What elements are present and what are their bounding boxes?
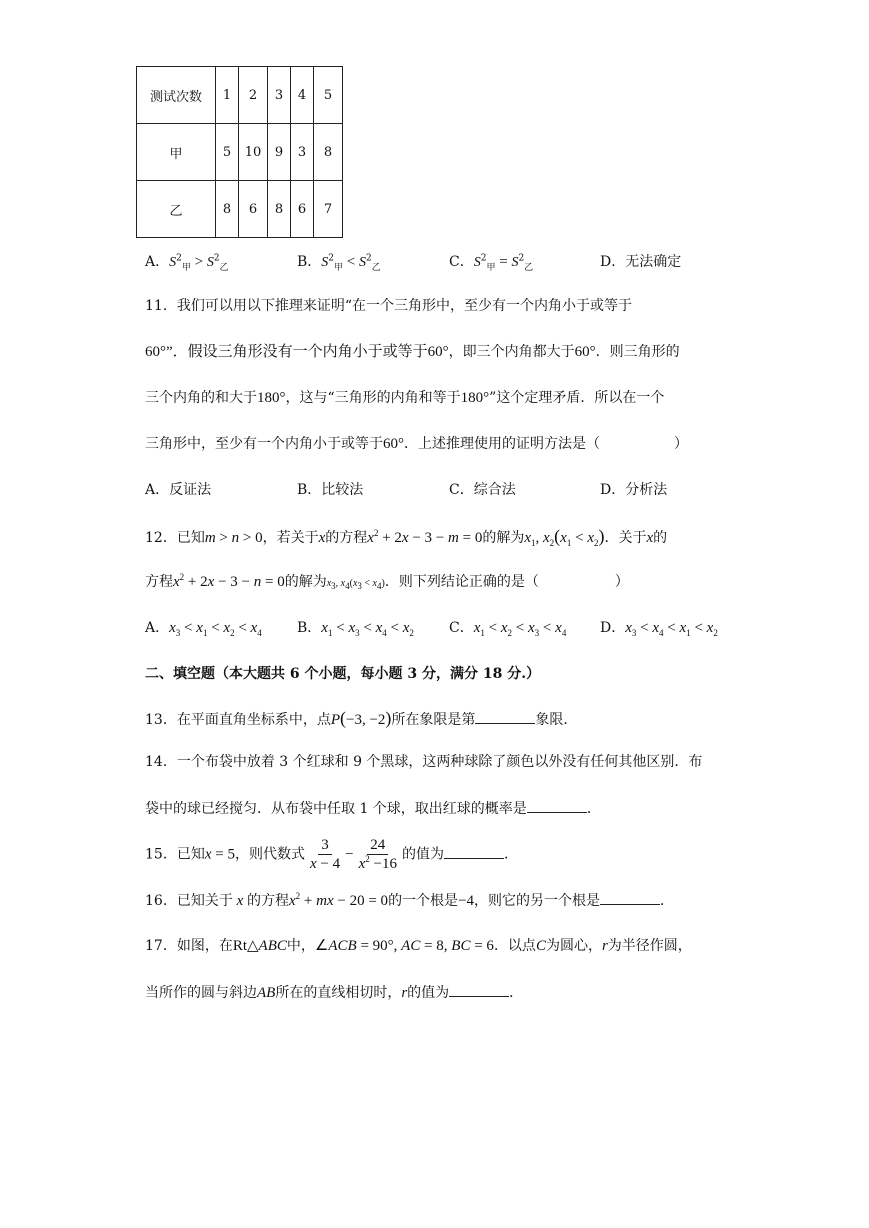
table-cell: 9 <box>268 124 291 181</box>
q14-line2 <box>145 798 601 819</box>
q11-text: ”这个定理矛盾．所以在一个 <box>489 390 665 406</box>
q10-option-a[interactable]: A．$S^2_甲 > S^2_乙$ <box>145 253 229 273</box>
option-label: C． <box>449 620 474 636</box>
table-cell: 8 <box>268 181 291 238</box>
q12-line2: 方程$x^2 + 2x - 3 - n = 0$的解为$x_3$, $x_4(x_3 < x_4)$．则下列结论正确的是（ ） <box>145 572 629 591</box>
q12-option-c[interactable]: C．$x_1 < x_2 < x_3 < x_4$ <box>449 620 567 638</box>
q15-text: ． <box>503 846 518 863</box>
option-label: D． <box>600 620 626 636</box>
q17-text: 所在的直线相切时， <box>275 985 402 1001</box>
q12-line1: 12．已知m > n > 0，若关于x的方程$x^2 + 2x - 3 - m = 0$的解为$x_1$, $x_2(x_1 < x_2)$．关于x的 <box>145 526 668 548</box>
table-cell: 甲 <box>137 124 216 181</box>
fraction: $\frac{24}{x^2 -16}$ <box>358 837 397 872</box>
option-label: A． <box>145 254 170 270</box>
q12-text: ．关于 <box>604 530 647 546</box>
q14-text: ． <box>586 801 601 817</box>
option-label: B． <box>297 620 322 636</box>
q16-text: ，则它的另一个根是 <box>474 893 601 909</box>
q17-line1: 17．如图，在Rt△ABC中，∠ACB = 90°, AC = 8, BC = 6．以点C为圆心，r为半径作圆， <box>145 938 692 954</box>
table-header-row <box>137 67 343 124</box>
answer-blank[interactable] <box>475 709 535 724</box>
q17-text: ． <box>509 985 524 1001</box>
q17-text: 的值为 <box>407 985 450 1001</box>
q11-line2 <box>145 342 680 362</box>
score-table <box>136 66 343 238</box>
q11-option-b[interactable]: B．比较法 <box>297 482 364 498</box>
q12-text: 的方程 <box>325 530 368 546</box>
q11-option-c[interactable]: C．综合法 <box>449 482 516 498</box>
q11-text: ．上述推理使用的证明方法是（ <box>404 436 600 452</box>
q15-text: 15．已知 <box>145 846 205 863</box>
q15-text: 的值为 <box>401 846 444 863</box>
q11-text: ） <box>674 436 688 452</box>
q12-option-d[interactable]: D．$x_3 < x_4 < x_1 < x_2$ <box>600 620 718 638</box>
q11-option-d[interactable]: D．分析法 <box>600 482 668 498</box>
q12-option-a[interactable]: A．$x_3 < x_1 < x_2 < x_4$ <box>145 620 262 638</box>
table-cell: 5 <box>216 124 239 181</box>
q12-text: 的解为 <box>482 530 525 546</box>
option-label: B． <box>297 254 322 270</box>
q12-text: 的解为 <box>284 574 327 590</box>
q16-text: ． <box>660 893 675 909</box>
q12-text: ，若关于 <box>262 530 319 546</box>
q16-text: 的方程 <box>247 893 289 909</box>
q12-text: ） <box>614 574 629 590</box>
q10-option-b[interactable]: B．$S^2_甲 < S^2_乙$ <box>297 253 381 273</box>
angle-value: 180° <box>257 390 286 406</box>
q11-text: ．则三角形的 <box>595 344 680 360</box>
table-row <box>137 124 343 181</box>
table-cell: 4 <box>291 67 314 124</box>
q15-text: ，则代数式 <box>234 846 305 863</box>
angle-value: 60° <box>427 344 449 360</box>
q14-line1: 14．一个布袋中放着 3 个红球和 9 个黑球，这两种球除了颜色以外没有任何其他区别．布 <box>145 754 703 770</box>
q11-line4 <box>145 434 688 454</box>
table-cell: 1 <box>216 67 239 124</box>
q17-text: 当所作的圆与斜边 <box>145 985 257 1001</box>
table-cell: 6 <box>291 181 314 238</box>
table-cell: 测试次数 <box>137 67 216 124</box>
q11-line3 <box>145 388 664 408</box>
q13-text: 所在象限是第 <box>391 712 476 728</box>
q17-text: ．以点 <box>493 938 536 954</box>
q17-text: 中， <box>286 938 315 954</box>
table-cell: 10 <box>239 124 268 181</box>
q17-text: 为半径作圆， <box>607 938 692 954</box>
q10-option-d[interactable]: D．无法确定 <box>600 254 682 270</box>
q12-text: 12．已知 <box>145 530 205 546</box>
q17-text: 17．如图，在 <box>145 938 233 954</box>
q11-text: 60°”．假设三角形没有一个内角小于或等于 <box>145 344 428 360</box>
option-label: C． <box>449 254 474 270</box>
q13-text: 13．在平面直角坐标系中，点 <box>145 712 331 728</box>
q15-line: 15．已知x = 5，则代数式 $\frac{3}{x - 4}$ − $\frac{24}{x^2 -16}$ 的值为 ． <box>145 837 518 872</box>
table-cell: 3 <box>291 124 314 181</box>
q12-text: 的 <box>653 530 668 546</box>
q11-text: ，即三个内角都大于 <box>448 344 575 360</box>
table-cell: 乙 <box>137 181 216 238</box>
q11-text: ，这与“三角形的内角和等于 <box>285 390 461 406</box>
q11-text: 三个内角的和大于 <box>145 390 257 406</box>
fraction: $\frac{3}{x - 4}$ <box>309 837 341 872</box>
section-heading: 二、填空题（本大题共 6 个小题，每小题 3 分，满分 18 分.） <box>145 666 541 682</box>
q10-option-c[interactable]: C．$S^2_甲 = S^2_乙$ <box>449 253 534 273</box>
q17-text: 为圆心， <box>545 938 602 954</box>
angle-value: 60° <box>574 344 596 360</box>
q12-option-b[interactable]: B．$x_1 < x_3 < x_4 < x_2$ <box>297 620 414 638</box>
q11-option-a[interactable]: A．反证法 <box>145 482 212 498</box>
table-cell: 5 <box>314 67 343 124</box>
table-cell: 8 <box>314 124 343 181</box>
q12-text: ．则下列结论正确的是（ <box>384 574 539 590</box>
q11-line1: 11．我们可以用以下推理来证明“在一个三角形中，至少有一个内角小于或等于 <box>145 298 632 314</box>
q16-text: 16．已知关于 <box>145 893 233 909</box>
table-cell: 6 <box>239 181 268 238</box>
q13-line: 13．在平面直角坐标系中，点P(−3, −2)所在象限是第 象限． <box>145 708 578 728</box>
q12-text: 方程 <box>145 574 173 590</box>
q14-text: 袋中的球已经搅匀．从布袋中任取 1 个球，取出红球的概率是 <box>145 801 527 817</box>
table-row <box>137 181 343 238</box>
table-cell: 2 <box>239 67 268 124</box>
answer-blank[interactable] <box>527 798 587 813</box>
angle-value: 60° <box>383 436 404 452</box>
q13-text: 象限． <box>535 712 578 728</box>
table-cell: 3 <box>268 67 291 124</box>
answer-blank[interactable] <box>449 982 509 997</box>
q16-text: 的一个根是 <box>388 893 459 909</box>
q17-line2: 当所作的圆与斜边AB所在的直线相切时，r的值为 ． <box>145 982 523 1003</box>
table-cell: 7 <box>314 181 343 238</box>
q16-line: 16．已知关于 x 的方程$x^2$ + mx − 20 = 0的一个根是−4，则它的另一个根是 ． <box>145 891 675 909</box>
angle-value: 180° <box>460 390 490 406</box>
q11-text: 三角形中，至少有一个内角小于或等于 <box>145 436 383 452</box>
table-cell: 8 <box>216 181 239 238</box>
answer-blank[interactable] <box>444 844 504 859</box>
answer-blank[interactable] <box>600 890 660 905</box>
option-label: A． <box>145 620 170 636</box>
